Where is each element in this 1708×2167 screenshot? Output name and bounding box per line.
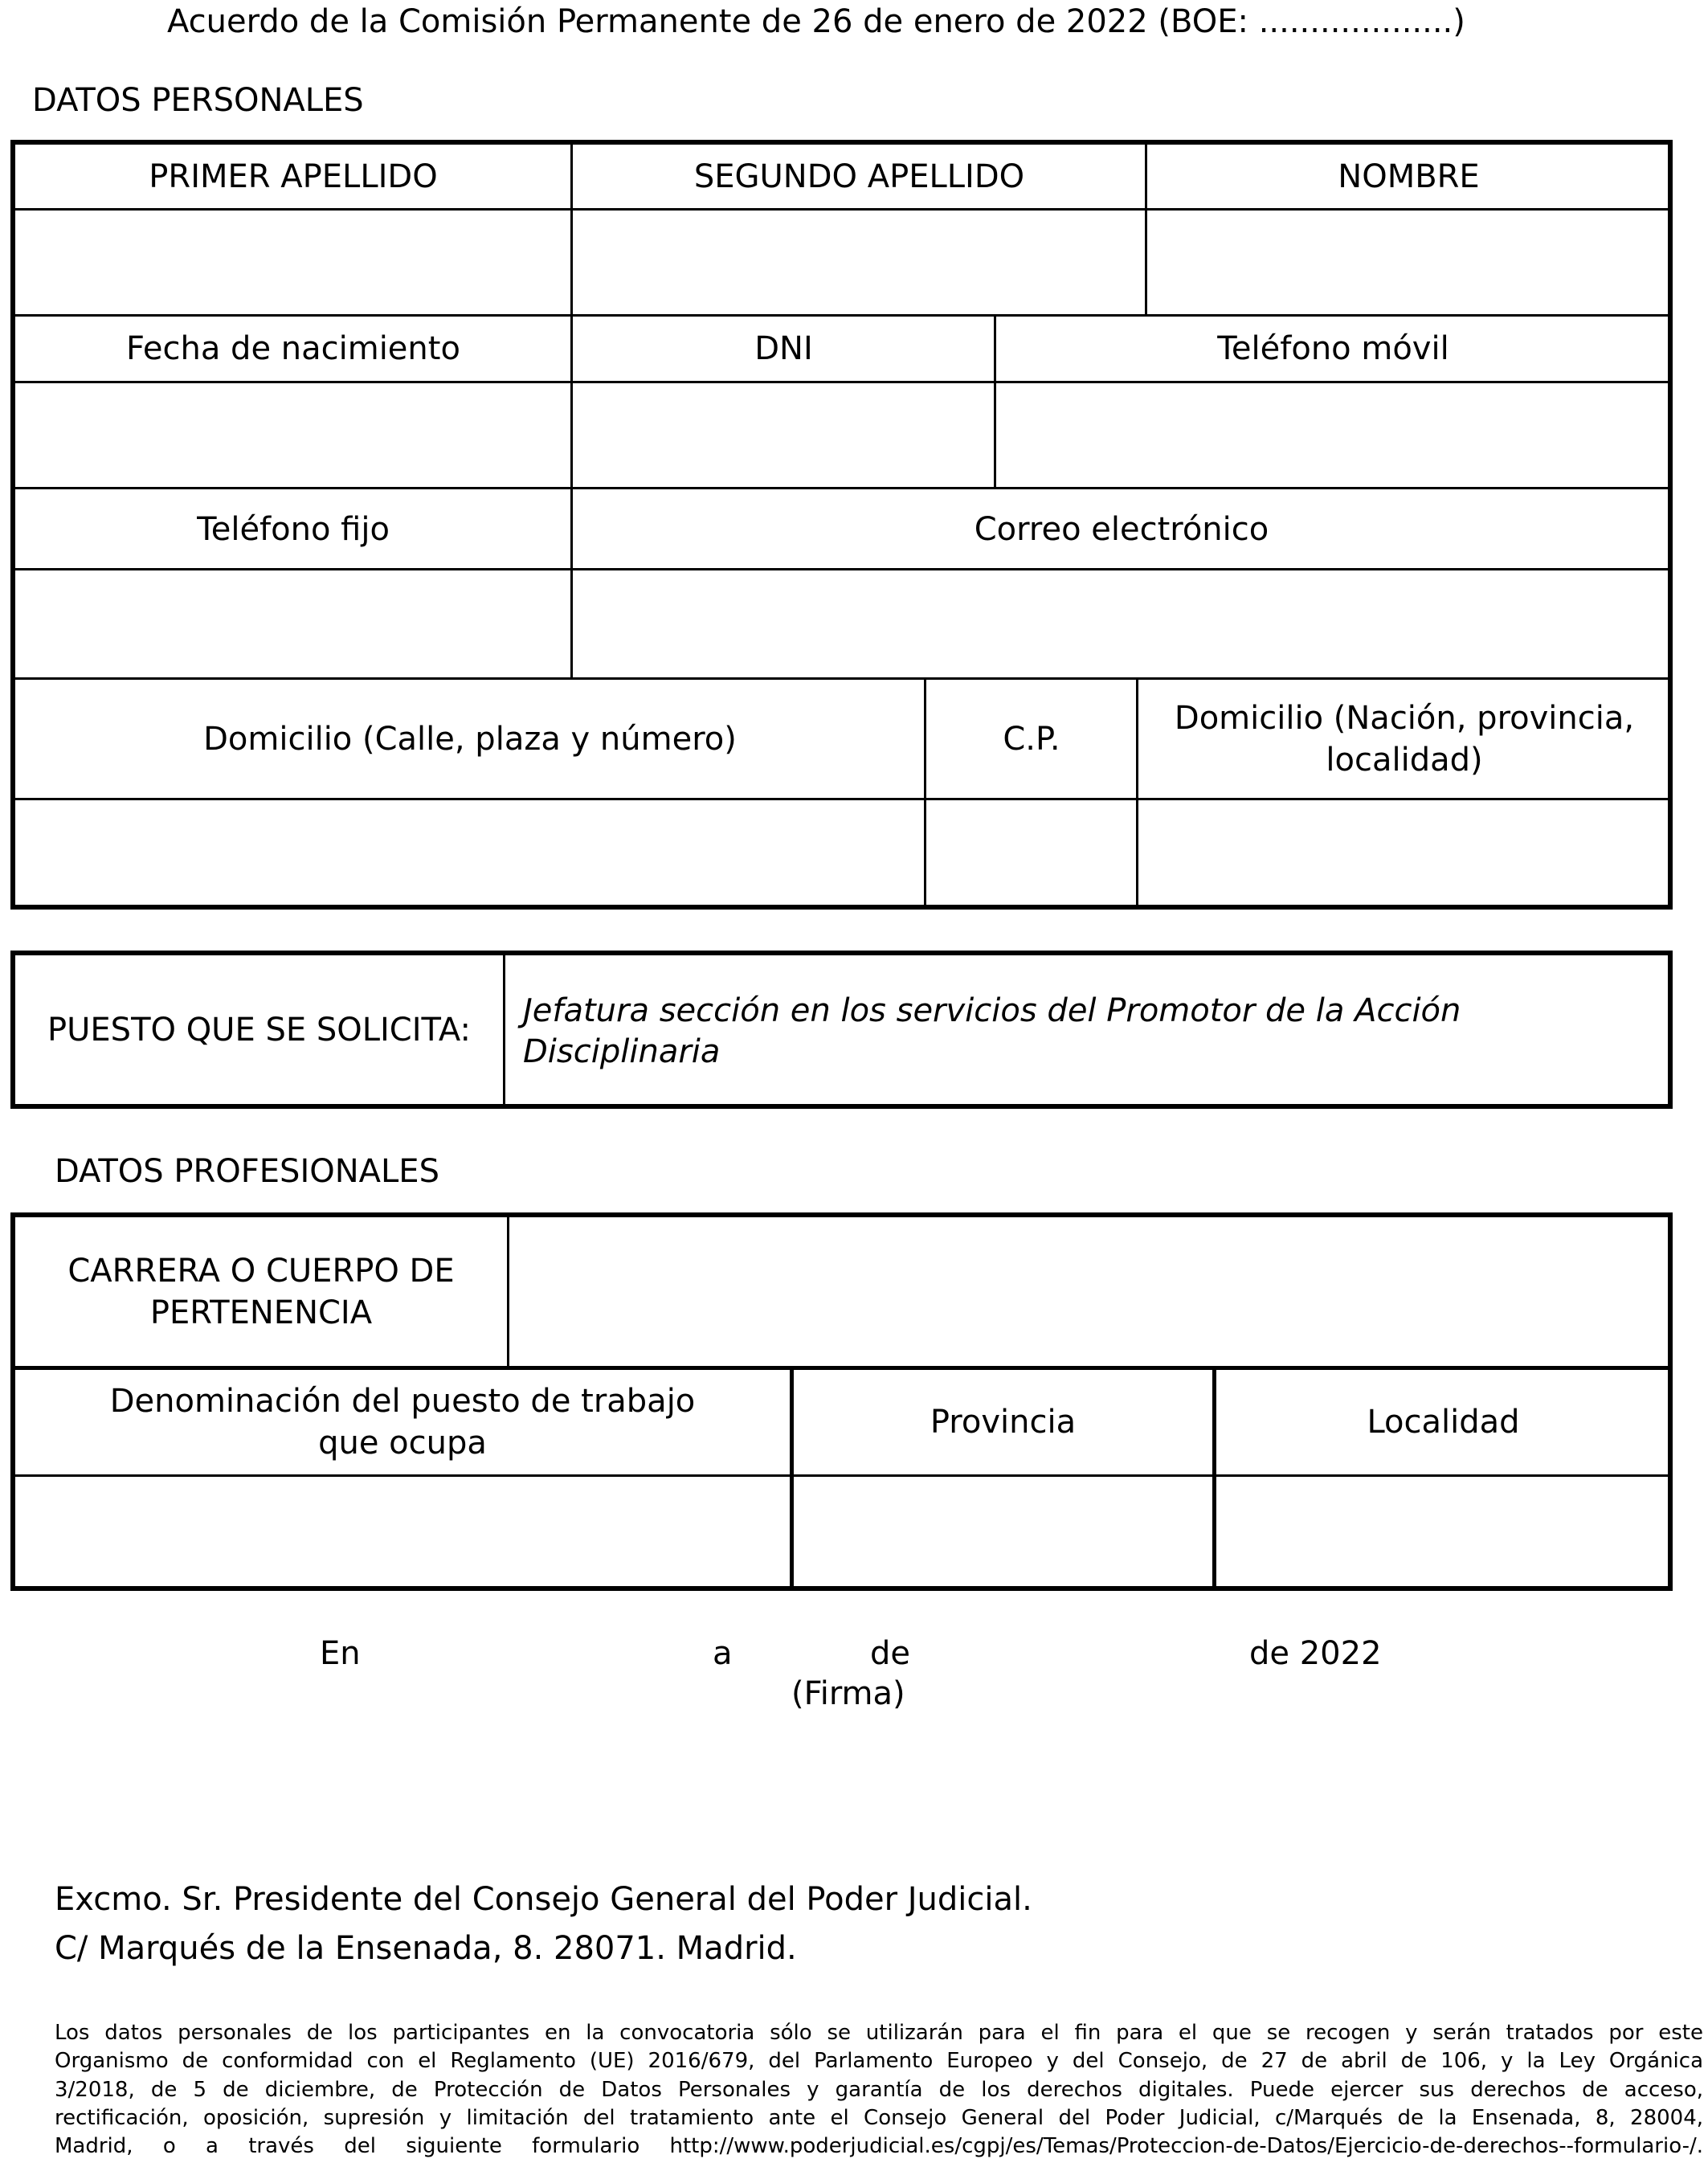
localidad-label: Localidad bbox=[1367, 1404, 1520, 1441]
firma-a: a bbox=[713, 1635, 733, 1672]
puesto-label: PUESTO QUE SE SOLICITA: bbox=[47, 1011, 471, 1049]
domicilio-nacion-line2: localidad) bbox=[1326, 742, 1483, 779]
domicilio-nacion-field[interactable] bbox=[1138, 800, 1670, 905]
firma-de-2022: de 2022 bbox=[1249, 1635, 1382, 1672]
carrera-label bbox=[15, 1217, 507, 1366]
carrera-line1: CARRERA O CUERPO DE bbox=[67, 1252, 455, 1290]
privacy-line1: Los datos personales de los participantes en la convocatoria sólo se utilizarán para el fin para el que se recogen y serán tratados por este bbox=[55, 2021, 1703, 2045]
denominacion-line2: que ocupa bbox=[318, 1425, 487, 1462]
datos-personales-title: DATOS PERSONALES bbox=[32, 82, 364, 119]
firma-de: de bbox=[870, 1635, 910, 1672]
destinatario-line1: Excmo. Sr. Presidente del Consejo General del Poder Judicial. bbox=[55, 1881, 1032, 1918]
telefono-movil-field[interactable] bbox=[996, 383, 1670, 487]
carrera-line2: PERTENENCIA bbox=[149, 1294, 373, 1331]
carrera-field[interactable] bbox=[509, 1217, 1670, 1366]
privacy-line5: Madrid, o a través del siguiente formulario http://www.poderjudicial.es/cgpj/es/Temas/Proteccion-de-Datos/Ejercicio-de-derechos--formulario-/. bbox=[55, 2134, 1703, 2159]
cp-label: C.P. bbox=[1003, 721, 1060, 758]
domicilio-nacion-line1: Domicilio (Nación, provincia, bbox=[1174, 700, 1635, 737]
puesto-value bbox=[523, 991, 1461, 1073]
denominacion-field[interactable] bbox=[15, 1477, 790, 1586]
privacy-line2: Organismo de conformidad con el Reglamento (UE) 2016/679, del Parlamento Europeo y del Consejo, de 27 de abril de 106, y la Ley Orgánica bbox=[55, 2049, 1703, 2074]
provincia-label: Provincia bbox=[930, 1404, 1077, 1441]
nombre-field[interactable] bbox=[1147, 211, 1670, 314]
privacy-line3: 3/2018, de 5 de diciembre, de Protección de Datos Personales y garantía de los derechos digitales. Puede ejercer sus derechos de acceso, bbox=[55, 2077, 1703, 2102]
puesto-value-line2: Disciplinaria bbox=[523, 1033, 721, 1070]
nombre-label: NOMBRE bbox=[1338, 158, 1480, 195]
correo-field[interactable] bbox=[573, 570, 1670, 677]
primer-apellido-field[interactable] bbox=[15, 211, 570, 314]
dni-field[interactable] bbox=[573, 383, 994, 487]
datos-profesionales-title: DATOS PROFESIONALES bbox=[55, 1153, 439, 1190]
puesto-value-line1: Jefatura sección en los servicios del Promotor de la Acción bbox=[523, 992, 1461, 1029]
segundo-apellido-label: SEGUNDO APELLIDO bbox=[693, 158, 1025, 195]
provincia-field[interactable] bbox=[794, 1477, 1212, 1586]
header-line: Acuerdo de la Comisión Permanente de 26 de enero de 2022 (BOE: ...................) bbox=[167, 3, 1465, 40]
telefono-fijo-label: Teléfono fijo bbox=[197, 510, 390, 548]
divider bbox=[503, 953, 505, 1106]
domicilio-calle-field[interactable] bbox=[15, 800, 924, 905]
segundo-apellido-field[interactable] bbox=[573, 211, 1145, 314]
primer-apellido-label: PRIMER APELLIDO bbox=[149, 158, 438, 195]
denominacion-line1: Denominación del puesto de trabajo bbox=[109, 1383, 696, 1420]
telefono-fijo-field[interactable] bbox=[15, 570, 570, 677]
domicilio-calle-label: Domicilio (Calle, plaza y número) bbox=[203, 721, 737, 758]
firma-label: (Firma) bbox=[791, 1675, 905, 1712]
fecha-nacimiento-label: Fecha de nacimiento bbox=[126, 330, 460, 367]
telefono-movil-label: Teléfono móvil bbox=[1217, 330, 1449, 367]
cp-field[interactable] bbox=[926, 800, 1136, 905]
domicilio-nacion-label bbox=[1138, 680, 1670, 799]
localidad-field[interactable] bbox=[1216, 1477, 1670, 1586]
privacy-notice bbox=[55, 2019, 1703, 2161]
correo-label: Correo electrónico bbox=[974, 510, 1269, 548]
destinatario-line2: C/ Marqués de la Ensenada, 8. 28071. Madrid. bbox=[55, 1930, 797, 1967]
dni-label: DNI bbox=[754, 330, 813, 367]
privacy-line4: rectificación, oposición, supresión y limitación del tratamiento ante el Consejo General del Poder Judicial, c/Marqués de la Ensenada, 8, 28004, bbox=[55, 2106, 1703, 2131]
firma-en: En bbox=[320, 1635, 361, 1672]
denominacion-label bbox=[15, 1370, 790, 1474]
fecha-nacimiento-field[interactable] bbox=[15, 383, 570, 487]
